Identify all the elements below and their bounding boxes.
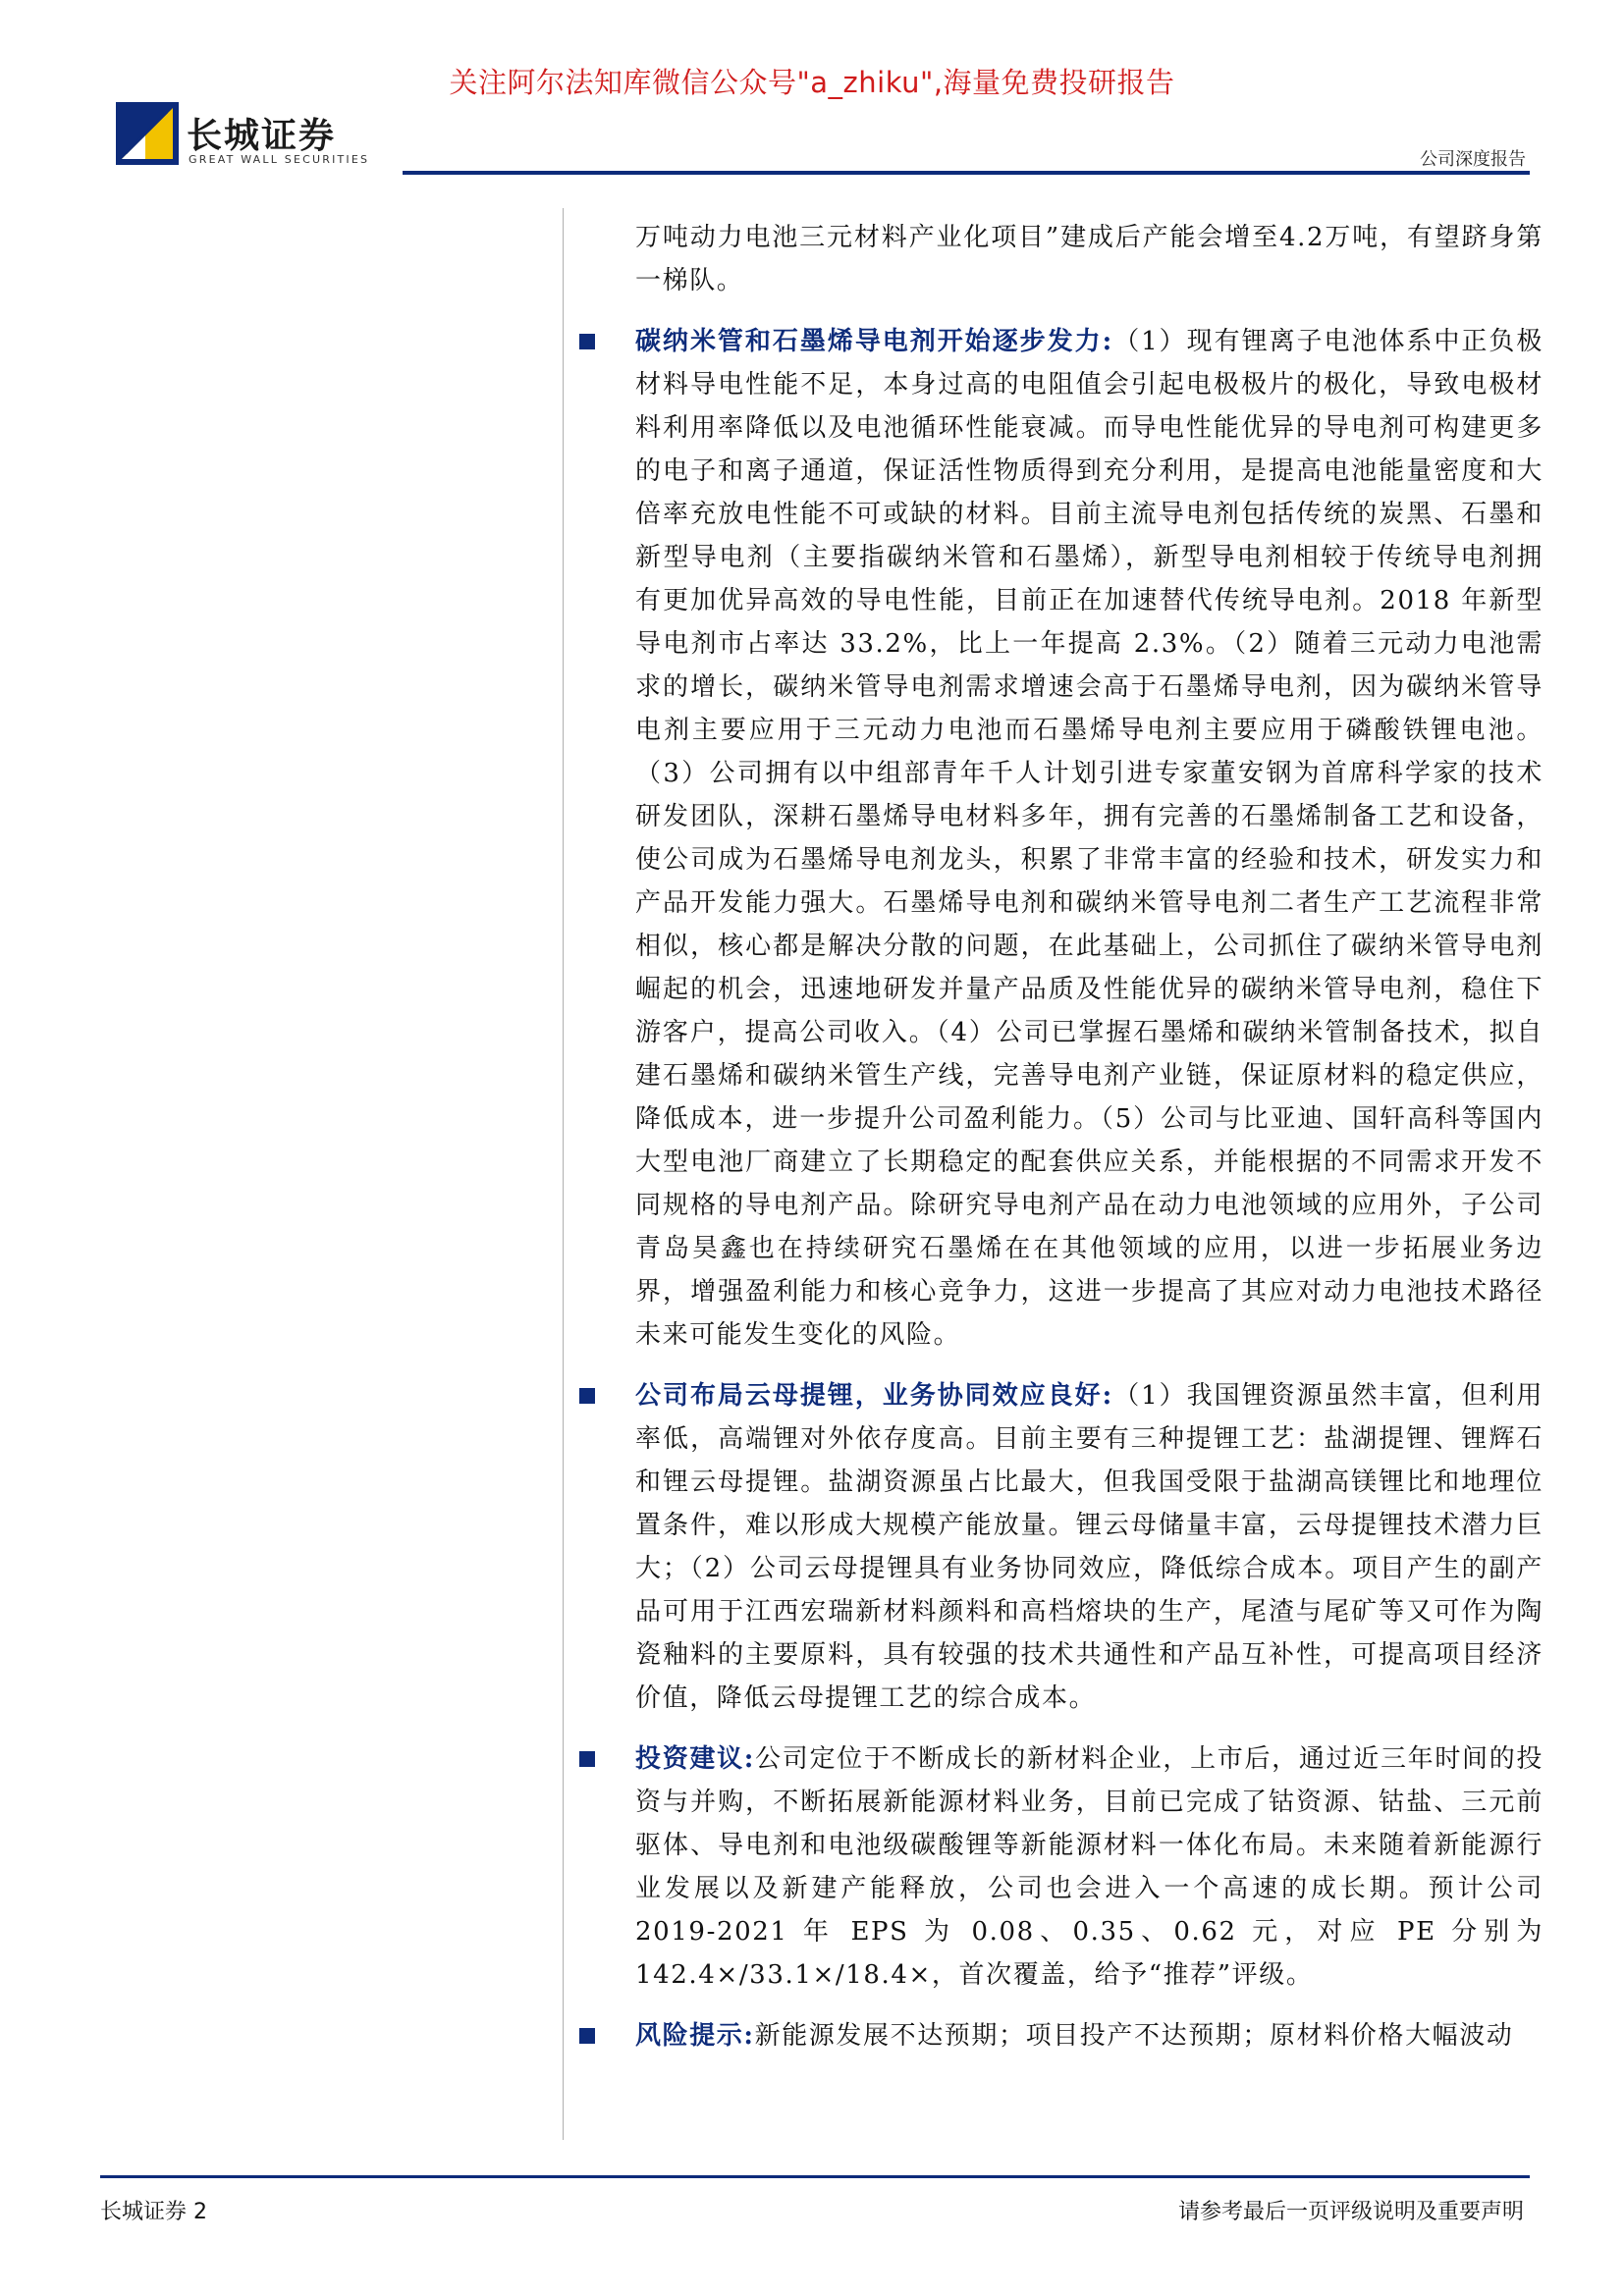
bullet-body: （1）我国锂资源虽然丰富，但利用率低，高端锂对外依存度高。目前主要有三种提锂工艺：盐湖提锂、锂辉石和锂云母提锂。盐湖资源虽占比最大，但我国受限于盐湖高镁锂比和地理位置条件，难以形成大规模产能放量。锂云母储量丰富，云母提锂技术潜力巨大；（2）公司云母提锂具有业务协同效应，降低综合成本。项目产生的副产品可用于江西宏瑞新材料颜料和高档熔块的生产，尾渣与尾矿等又可作为陶瓷釉料的主要原料，具有较强的技术共通性和产品互补性，可提高项目经济价值，降低云母提锂工艺的综合成本。 — [635, 1381, 1543, 1713]
footer-page-label: 长城证券 2 — [100, 2200, 207, 2224]
header-divider — [403, 171, 1530, 175]
continuation-paragraph: 万吨动力电池三元材料产业化项目”建成后产能会增至4.2万吨，有望跻身第一梯队。 — [635, 223, 1543, 295]
bullet-heading: 投资建议: — [635, 1744, 755, 1774]
logo-text-cn: 长城证券 — [187, 116, 337, 156]
square-bullet-icon — [579, 334, 595, 349]
company-logo — [116, 102, 391, 171]
column-divider — [563, 208, 564, 2140]
bullet-paragraph — [635, 2014, 1543, 2057]
bullet-heading: 公司布局云母提锂，业务协同效应良好: — [635, 1381, 1113, 1411]
bullet-heading: 碳纳米管和石墨烯导电剂开始逐步发力: — [635, 327, 1113, 356]
bullet-risk-warning — [571, 2014, 1543, 2057]
bullet-heading: 风险提示: — [635, 2021, 755, 2051]
main-content — [571, 216, 1543, 2057]
logo-text-en: GREAT WALL SECURITIES — [189, 153, 370, 166]
watermark-banner: 关注阿尔法知库微信公众号"a_zhiku",海量免费投研报告 — [449, 66, 1175, 99]
bullet-conductive-agent — [571, 320, 1543, 1357]
bullet-paragraph — [635, 1737, 1543, 1997]
square-bullet-icon — [579, 1388, 595, 1404]
square-bullet-icon — [579, 2028, 595, 2044]
footer-disclaimer: 请参考最后一页评级说明及重要声明 — [1177, 2200, 1524, 2224]
bullet-body: （1）现有锂离子电池体系中正负极材料导电性能不足，本身过高的电阻值会引起电极极片的极化，导致电极材料利用率降低以及电池循环性能衰减。而导电性能优异的导电剂可构建更多的电子和离子通道，保证活性物质得到充分利用，是提高电池能量密度和大倍率充放电性能不可或缺的材料。目前主流导电剂包括传统的炭黑、石墨和新型导电剂（主要指碳纳米管和石墨烯），新型导电剂相较于传统导电剂拥有更加优异高效的导电性能，目前正在加速替代传统导电剂。2018 年新型导电剂市占率达 33.2%，比上一年提高 2.3%。（2）随着三元动力电池需求的增长，碳纳米管导电剂需求增速会高于石墨烯导电剂，因为碳纳米管导电剂主要应用于三元动力电池而石墨烯导电剂主要应用于磷酸铁锂电池。（3）公司拥有以中组部青年千人计划引进专家董安钢为首席科学家的技术研发团队，深耕石墨烯导电材料多年，拥有完善的石墨烯制备工艺和设备，使公司成为石墨烯导电剂龙头，积累了非常丰富的经验和技术，研发实力和产品开发能力强大。石墨烯导电剂和碳纳米管导电剂二者生产工艺流程非常相似，核心都是解决分散的问题，在此基础上，公司抓住了碳纳米管导电剂崛起的机会，迅速地研发并量产品质及性能优异的碳纳米管导电剂，稳住下游客户，提高公司收入。（4）公司已掌握石墨烯和碳纳米管制备技术，拟自建石墨烯和碳纳米管生产线，完善导电剂产业链，保证原材料的稳定供应，降低成本，进一步提升公司盈利能力。（5）公司与比亚迪、国轩高科等国内大型电池厂商建立了长期稳定的配套供应关系，并能根据的不同需求开发不同规格的导电剂产品。除研究导电剂产品在动力电池领域的应用外，子公司青岛昊鑫也在持续研究石墨烯在在其他领域的应用，以进一步拓展业务边界，增强盈利能力和核心竞争力，这进一步提高了其应对动力电池技术路径未来可能发生变化的风险。 — [635, 327, 1543, 1350]
great-wall-logo-icon — [116, 102, 179, 165]
footer-divider — [100, 2175, 1530, 2178]
bullet-body: 公司定位于不断成长的新材料企业，上市后，通过近三年时间的投资与并购，不断拓展新能源材料业务，目前已完成了钴资源、钴盐、三元前驱体、导电剂和电池级碳酸锂等新能源材料一体化布局。未来随着新能源行业发展以及新建产能释放，公司也会进入一个高速的成长期。预计公司 2019-2021 年 EPS 为 0.08、0.35、0.62 元，对应 PE 分别为 142.4×/33.1×/18.4×，首次覆盖，给予“推荐”评级。 — [635, 1744, 1543, 1990]
bullet-investment-advice — [571, 1737, 1543, 1997]
square-bullet-icon — [579, 1751, 595, 1767]
bullet-body: 新能源发展不达预期；项目投产不达预期；原材料价格大幅波动 — [754, 2021, 1514, 2051]
bullet-mica-lithium — [571, 1374, 1543, 1720]
report-type-label: 公司深度报告 — [1420, 149, 1526, 170]
bullet-paragraph — [635, 1374, 1543, 1720]
bullet-paragraph — [635, 320, 1543, 1357]
